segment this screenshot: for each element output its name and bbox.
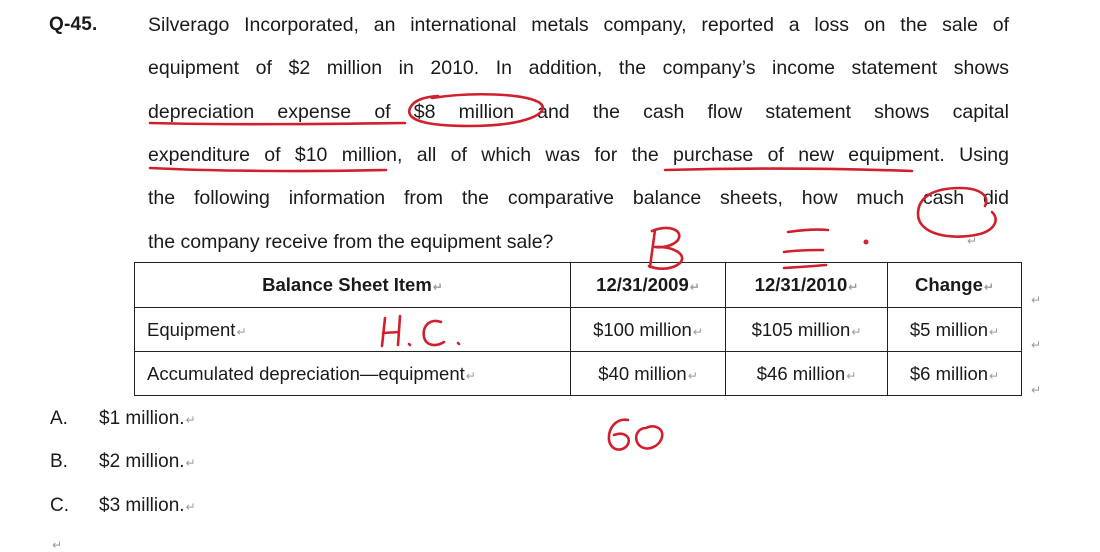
table-cell: Accumulated depreciation—equipment↵ bbox=[135, 352, 571, 396]
table-row bbox=[135, 308, 1022, 352]
question-line-5: the following information from the comparative balance sheets, how much cash did bbox=[148, 187, 1009, 209]
option-letter: B. bbox=[50, 451, 68, 472]
option-text: $1 million. bbox=[99, 408, 185, 429]
table-cell: $6 million↵ bbox=[888, 352, 1022, 396]
table-cell: $100 million↵ bbox=[571, 308, 726, 352]
table-cell: $46 million↵ bbox=[726, 352, 888, 396]
question-line-3: depreciation expense of $8 million and the cash flow statement shows capital bbox=[148, 101, 1009, 123]
ink-underline-capex bbox=[150, 168, 386, 171]
option-letter: A. bbox=[50, 408, 68, 429]
question-line-4: expenditure of $10 million, all of which was for the purchase of new equipment. Using bbox=[148, 144, 1009, 166]
question-line-2: equipment of $2 million in 2010. In addition, the company’s income statement shows bbox=[148, 57, 1009, 79]
table-header-cell: 12/31/2010↵ bbox=[726, 263, 888, 308]
ink-number-60 bbox=[609, 420, 662, 450]
table-cell: $40 million↵ bbox=[571, 352, 726, 396]
row-end-mark: ↵ bbox=[1031, 338, 1042, 352]
ink-dot bbox=[865, 241, 868, 244]
option-text: $3 million. bbox=[99, 495, 185, 516]
table-header-cell: Balance Sheet Item↵ bbox=[135, 263, 571, 308]
row-end-mark: ↵ bbox=[1031, 293, 1042, 307]
table-cell: Equipment↵ bbox=[135, 308, 571, 352]
table-cell: $5 million↵ bbox=[888, 308, 1022, 352]
document-page: Q-45. Silverago Incorporated, an international metals company, reported a loss on the sale of equipment of $2 million in 2010. In addition, the company’s income statement shows depreciation expense of $8 million and the cash flow statement shows capital expenditure of $10 million, all of which was for the purchase of new equipment. Using the following information from the comparative balance sheets, how much cash did the company receive from the equipment sale? ↵ Balance Sheet Item↵ 12/31/2009↵ 12/31/2010↵ Change↵ Equipment↵ $100 million↵ $105 million↵ $5 million↵ Accumulated depreciation—equipment↵ $40 million↵ $46 million↵ $6 million↵ ↵ ↵ ↵ A. $1 million.↵ B. $2 million.↵ C. $3 million.↵ ↵ bbox=[0, 0, 1100, 551]
option-text: $2 million. bbox=[99, 451, 185, 472]
row-end-mark: ↵ bbox=[1031, 383, 1042, 397]
question-number: Q-45. bbox=[49, 14, 98, 35]
option-letter: C. bbox=[50, 495, 69, 516]
paragraph-mark: ↵ bbox=[52, 538, 63, 552]
question-line-6: the company receive from the equipment sale? bbox=[148, 231, 554, 253]
ink-underline-purchase bbox=[665, 169, 912, 171]
question-line-1: Silverago Incorporated, an international metals company, reported a loss on the sale of bbox=[148, 14, 1009, 36]
balance-sheet-table bbox=[134, 262, 1022, 396]
table-header-cell: Change↵ bbox=[888, 263, 1022, 308]
paragraph-mark: ↵ bbox=[967, 234, 978, 248]
table-header-row bbox=[135, 263, 1022, 308]
table-row bbox=[135, 352, 1022, 396]
table-header-cell: 12/31/2009↵ bbox=[571, 263, 726, 308]
table-cell: $105 million↵ bbox=[726, 308, 888, 352]
